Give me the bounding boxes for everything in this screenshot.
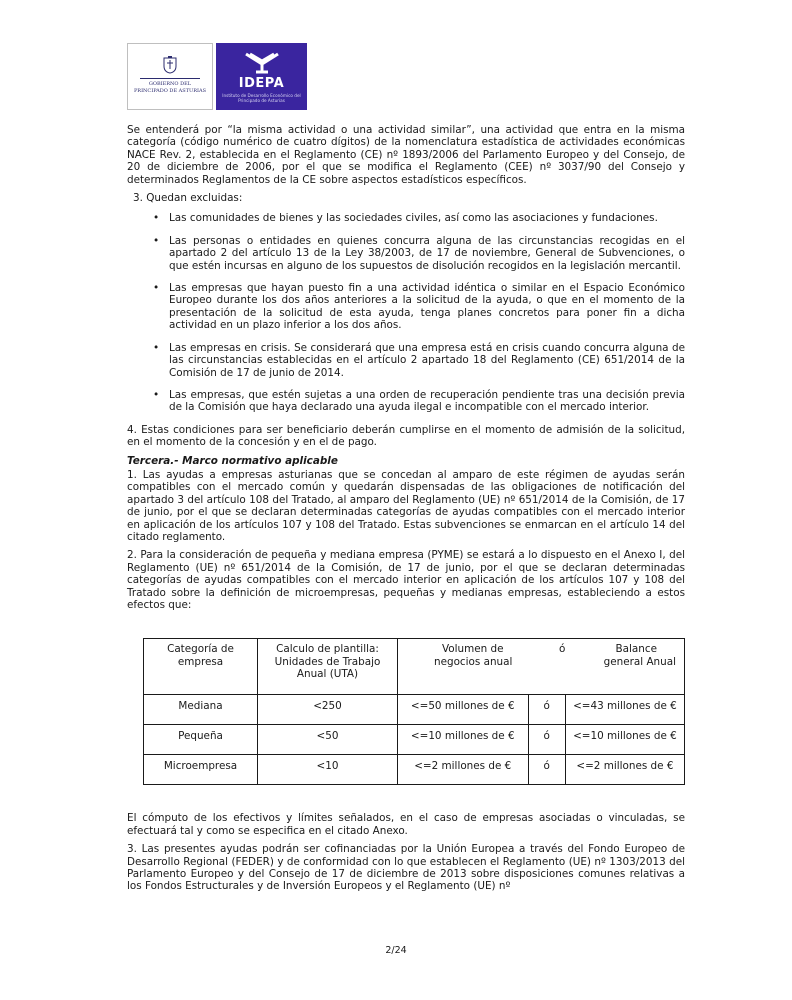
header-logos xyxy=(127,43,307,110)
list-item-text: Las empresas que hayan puesto fin a una actividad idéntica o similar en el Espacio Económico Europeo durante los dos años anteriores a la solicitud de la ayuda, o que en el momento de la presentación de la solicitud de esta ayuda, tenga planes concretos para poner fin a dicha actividad en un plazo inferior a los dos años. xyxy=(169,282,685,332)
gobierno-asturias-logo xyxy=(127,43,213,110)
paragraph-intro: Se entenderá por “la misma actividad o una actividad similar”, una actividad que entra en la misma categoría (código numérico de cuatro dígitos) de la nomenclatura estadística de actividades económicas NACE Rev. 2, establecida en el Reglamento (CE) nº 1893/2006 del Parlamento Europeo y del Consejo, de 20 de diciembre de 2006, por el que se modifica el Reglamento (CEE) nº 3037/90 del Consejo y determinados Reglamentos de la CE sobre aspectos estadísticos específicos. xyxy=(127,124,685,186)
header-cell-headcount xyxy=(258,639,398,695)
list-item xyxy=(127,342,685,379)
paragraph-computation: El cómputo de los efectivos y límites señalados, en el caso de empresas asociadas o vinculadas, se efectuará tal y como se especifica en el citado Anexo. xyxy=(127,812,685,837)
header-text: negocios anual xyxy=(434,655,513,668)
table-header-row xyxy=(144,639,685,695)
paragraph-section-1: 1. Las ayudas a empresas asturianas que se concedan al amparo de este régimen de ayudas serán compatibles con el mercado común y quedarán dispensadas de las obligaciones de notificación del apartado 3 del artículo 108 del Tratado, al amparo del Reglamento (UE) nº 651/2014 de la Comisión, de 17 de junio, por el que se declaran determinadas categorías de ayudas compatibles con el mercado interior en aplicación de los artículos 107 y 108 del Tratado. Estas subvenciones se enmarcan en el artículo 14 del citado reglamento. xyxy=(127,468,685,543)
header-text: empresa xyxy=(177,655,224,668)
list-item-text: Las empresas, que estén sujetas a una orden de recuperación pendiente tras una decisión previa de la Comisión que haya declarado una ayuda ilegal e incompatible con el mercado interior. xyxy=(169,388,685,414)
gov-logo-line-1: GOBIERNO DEL xyxy=(148,81,192,87)
cell-turnover: <=2 millones de € xyxy=(398,755,529,785)
gov-logo-line-2: PRINCIPADO DE ASTURIAS xyxy=(133,88,207,94)
header-text: Volumen de xyxy=(442,643,504,656)
cell-or: ó xyxy=(528,755,565,785)
header-text: general Anual xyxy=(603,655,676,668)
cell-turnover: <=10 millones de € xyxy=(398,725,529,755)
idepa-name: IDEPA xyxy=(238,76,285,91)
bullet-icon: • xyxy=(153,341,160,354)
paragraph-section-3: 3. Las presentes ayudas podrán ser cofinanciadas por la Unión Europea a través del Fondo Europeo de Desarrollo Regional (FEDER) y de conformidad con lo que establecen el Reglamento (UE) nº 1303/2013 del Parlamento Europeo y del Consejo de 17 de diciembre de 2013 sobre disposiciones comunes relativas a los Fondos Estructurales y de Inversión Europeos y el Reglamento (UE) nº xyxy=(127,843,685,893)
paragraph-section-2: 2. Para la consideración de pequeña y mediana empresa (PYME) se estará a lo dispuesto en el Anexo I, del Reglamento (UE) nº 651/2014 de la Comisión, de 17 de junio, por el que se declaran determinadas categorías de ayudas compatibles con el mercado interior en aplicación de los artículos 107 y 108 del Tratado sobre la definición de microempresas, pequeñas y medianas empresas, estableciendo a estos efectos que: xyxy=(127,549,685,611)
cell-or: ó xyxy=(528,725,565,755)
table-row xyxy=(144,725,685,755)
list-item xyxy=(127,212,685,224)
cell-category: Microempresa xyxy=(144,755,258,785)
coat-of-arms-icon xyxy=(163,56,177,74)
paragraph-exclusions-title: 3. Quedan excluidas: xyxy=(133,192,243,205)
sme-criteria-table xyxy=(143,638,685,785)
cell-turnover: <=50 millones de € xyxy=(398,695,529,725)
list-item xyxy=(127,282,685,332)
logo-divider xyxy=(140,78,200,79)
header-text: Anual (UTA) xyxy=(296,668,359,681)
list-item-text: Las empresas en crisis. Se considerará que una empresa está en crisis cuando concurra alguna de las circunstancias establecidas en el artículo 2 apartado 18 del Reglamento (CE) 651/2014 de la Comisión de 17 de junio de 2014. xyxy=(169,341,685,379)
idepa-subtitle: Instituto de Desarrollo Económico del Principado de Asturias xyxy=(222,93,301,103)
cell-headcount: <250 xyxy=(258,695,398,725)
bullet-icon: • xyxy=(153,212,160,225)
header-text: Categoría de xyxy=(167,643,234,656)
idepa-emblem-icon xyxy=(242,50,282,74)
table-row xyxy=(144,755,685,785)
cell-balance: <=43 millones de € xyxy=(565,695,684,725)
table-row xyxy=(144,695,685,725)
header-text: ó xyxy=(559,643,566,656)
cell-or: ó xyxy=(528,695,565,725)
cell-category: Pequeña xyxy=(144,725,258,755)
cell-balance: <=2 millones de € xyxy=(565,755,684,785)
header-text: Calculo de plantilla: xyxy=(276,643,379,656)
list-item xyxy=(127,235,685,272)
cell-category: Mediana xyxy=(144,695,258,725)
document-body xyxy=(127,124,685,899)
cell-balance: <=10 millones de € xyxy=(565,725,684,755)
bullet-icon: • xyxy=(153,388,160,401)
paragraph-conditions: 4. Estas condiciones para ser beneficiario deberán cumplirse en el momento de admisión de la solicitud, en el momento de la concesión y en el de pago. xyxy=(127,423,685,449)
cell-headcount: <50 xyxy=(258,725,398,755)
header-cell-turnover xyxy=(398,639,529,695)
cell-headcount: <10 xyxy=(258,755,398,785)
header-text: Unidades de Trabajo xyxy=(274,655,381,668)
list-item-text: Las personas o entidades en quienes concurra alguna de las circunstancias recogidas en el apartado 2 del artículo 13 de la Ley 38/2003, de 17 de noviembre, General de Subvenciones, o que estén incursas en alguno de los supuestos de disolución recogidos en la legislación mercantil. xyxy=(169,234,685,272)
list-item-text: Las comunidades de bienes y las sociedades civiles, así como las asociaciones y fundaciones. xyxy=(169,212,658,225)
list-item xyxy=(127,389,685,414)
page-number: 2/24 xyxy=(385,945,407,956)
exclusions-list xyxy=(127,212,685,413)
header-cell-or xyxy=(528,639,565,695)
header-cell-balance xyxy=(565,639,684,695)
header-cell-category xyxy=(144,639,258,695)
bullet-icon: • xyxy=(153,282,160,295)
section-heading: Tercera.- Marco normativo aplicable xyxy=(127,454,338,467)
idepa-logo xyxy=(216,43,307,110)
header-text: Balance xyxy=(615,643,657,656)
bullet-icon: • xyxy=(153,234,160,247)
